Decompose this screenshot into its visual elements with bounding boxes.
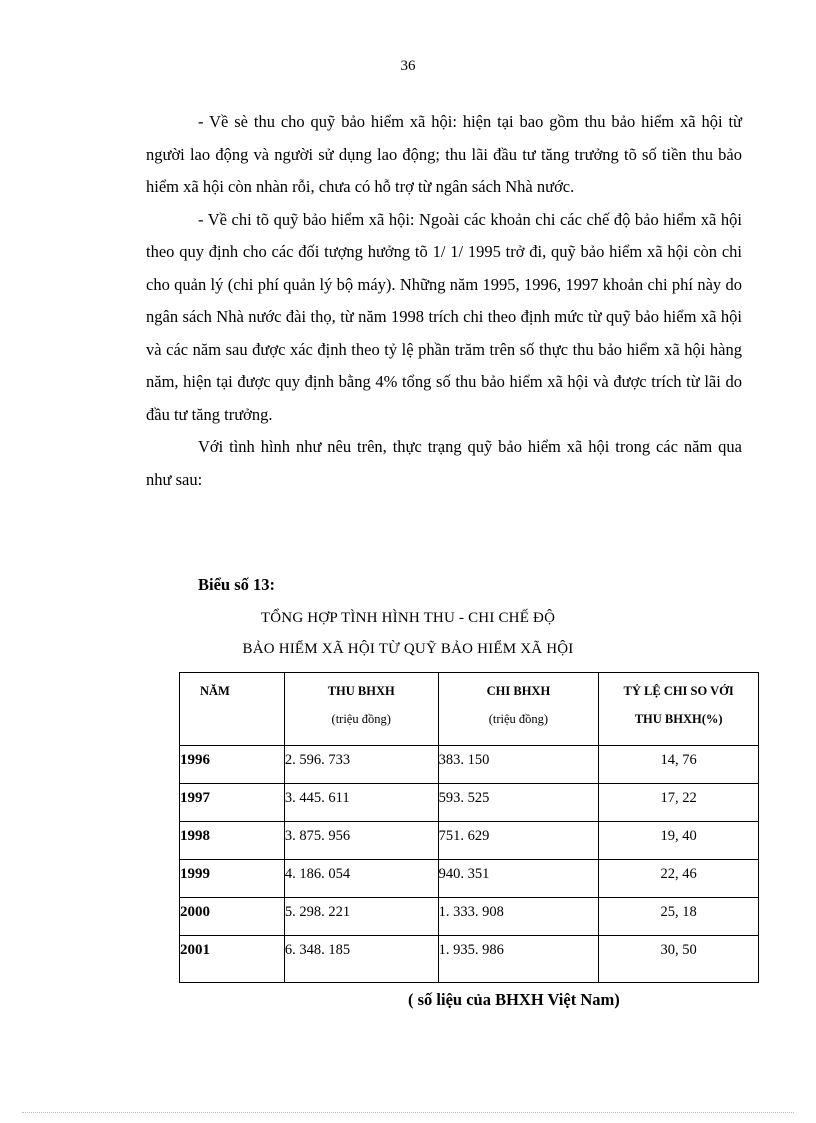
header-year — [180, 673, 285, 746]
paragraph-intro: Với tình hình như nêu trên, thực trạng quỹ bảo hiểm xã hội trong các năm qua như sau: — [146, 437, 742, 489]
cell-revenue: 4. 186. 054 — [284, 860, 438, 898]
cell-year: 1996 — [180, 746, 285, 784]
paragraph-expenditure: - Về chi tõ quỹ bảo hiểm xã hội: Ngoài các khoản chi các chế độ bảo hiểm xã hội theo quy định cho các đối tượng hưởng tõ 1/ 1/ 1995 trở đi, quỹ bảo hiểm xã hội còn chi cho quản lý (chi phí quản lý bộ máy). Những năm 1995, 1996, 1997 khoản chi phí này do ngân sách Nhà nước đài thọ, từ năm 1998 trích chi theo định mức từ quỹ bảo hiểm xã hội và các năm sau được xác định theo tỷ lệ phần trăm trên số thực thu bảo hiểm xã hội hàng năm, hiện tại được quy định bằng 4% tổng số thu bảo hiểm xã hội và được trích từ lãi do đầu tư tăng trưởng. — [146, 209, 742, 424]
page-bottom-divider — [22, 1112, 794, 1113]
header-expenditure-unit: (triệu đồng) — [488, 712, 549, 726]
body-text — [146, 106, 742, 496]
cell-expenditure: 1. 333. 908 — [438, 898, 599, 936]
cell-year: 2000 — [180, 898, 285, 936]
revenue-expenditure-table — [179, 672, 759, 983]
header-ratio-label: TỶ LỆ CHI SO VỚI — [623, 684, 734, 698]
table-row — [180, 898, 759, 936]
cell-ratio: 25, 18 — [599, 898, 759, 936]
cell-ratio: 17, 22 — [599, 784, 759, 822]
cell-ratio: 22, 46 — [599, 860, 759, 898]
header-revenue — [284, 673, 438, 746]
cell-ratio: 30, 50 — [599, 936, 759, 983]
cell-expenditure: 940. 351 — [438, 860, 599, 898]
source-note: ( số liệu của BHXH Việt Nam) — [408, 990, 620, 1009]
cell-expenditure: 383. 150 — [438, 746, 599, 784]
table-row — [180, 822, 759, 860]
page-number: 36 — [400, 58, 416, 74]
paragraph-revenue: - Về sè thu cho quỹ bảo hiểm xã hội: hiện tại bao gồm thu bảo hiểm xã hội từ người lao động và người sử dụng lao động; thu lãi đầu tư tăng trưởng tõ số tiền thu bảo hiểm xã hội còn nhàn rỗi, chưa có hỗ trợ từ ngân sách Nhà nước. — [146, 112, 742, 196]
header-year-label: NĂM — [200, 684, 230, 698]
cell-revenue: 2. 596. 733 — [284, 746, 438, 784]
cell-revenue: 3. 445. 611 — [284, 784, 438, 822]
table-header-row — [180, 673, 759, 746]
header-expenditure — [438, 673, 599, 746]
cell-revenue: 6. 348. 185 — [284, 936, 438, 983]
cell-year: 1997 — [180, 784, 285, 822]
header-ratio-unit: THU BHXH(%) — [634, 712, 723, 726]
cell-expenditure: 1. 935. 986 — [438, 936, 599, 983]
table-row — [180, 784, 759, 822]
cell-revenue: 5. 298. 221 — [284, 898, 438, 936]
header-revenue-label: THU BHXH — [327, 684, 395, 698]
header-expenditure-label: CHI BHXH — [486, 684, 551, 698]
table-label: Biểu số 13: — [198, 575, 276, 594]
table-title-line-2: BẢO HIỂM XÃ HỘI TỪ QUỸ BẢO HIỂM XÃ HỘI — [242, 641, 574, 657]
cell-revenue: 3. 875. 956 — [284, 822, 438, 860]
table-row — [180, 746, 759, 784]
cell-ratio: 19, 40 — [599, 822, 759, 860]
cell-year: 1998 — [180, 822, 285, 860]
table-title-line-1: TỔNG HỢP TÌNH HÌNH THU - CHI CHẾ ĐỘ — [260, 610, 556, 626]
table-row — [180, 860, 759, 898]
cell-expenditure: 751. 629 — [438, 822, 599, 860]
cell-ratio: 14, 76 — [599, 746, 759, 784]
cell-year: 1999 — [180, 860, 285, 898]
cell-year: 2001 — [180, 936, 285, 983]
table-row — [180, 936, 759, 983]
cell-expenditure: 593. 525 — [438, 784, 599, 822]
header-revenue-unit: (triệu đồng) — [331, 712, 391, 726]
header-ratio — [599, 673, 759, 746]
